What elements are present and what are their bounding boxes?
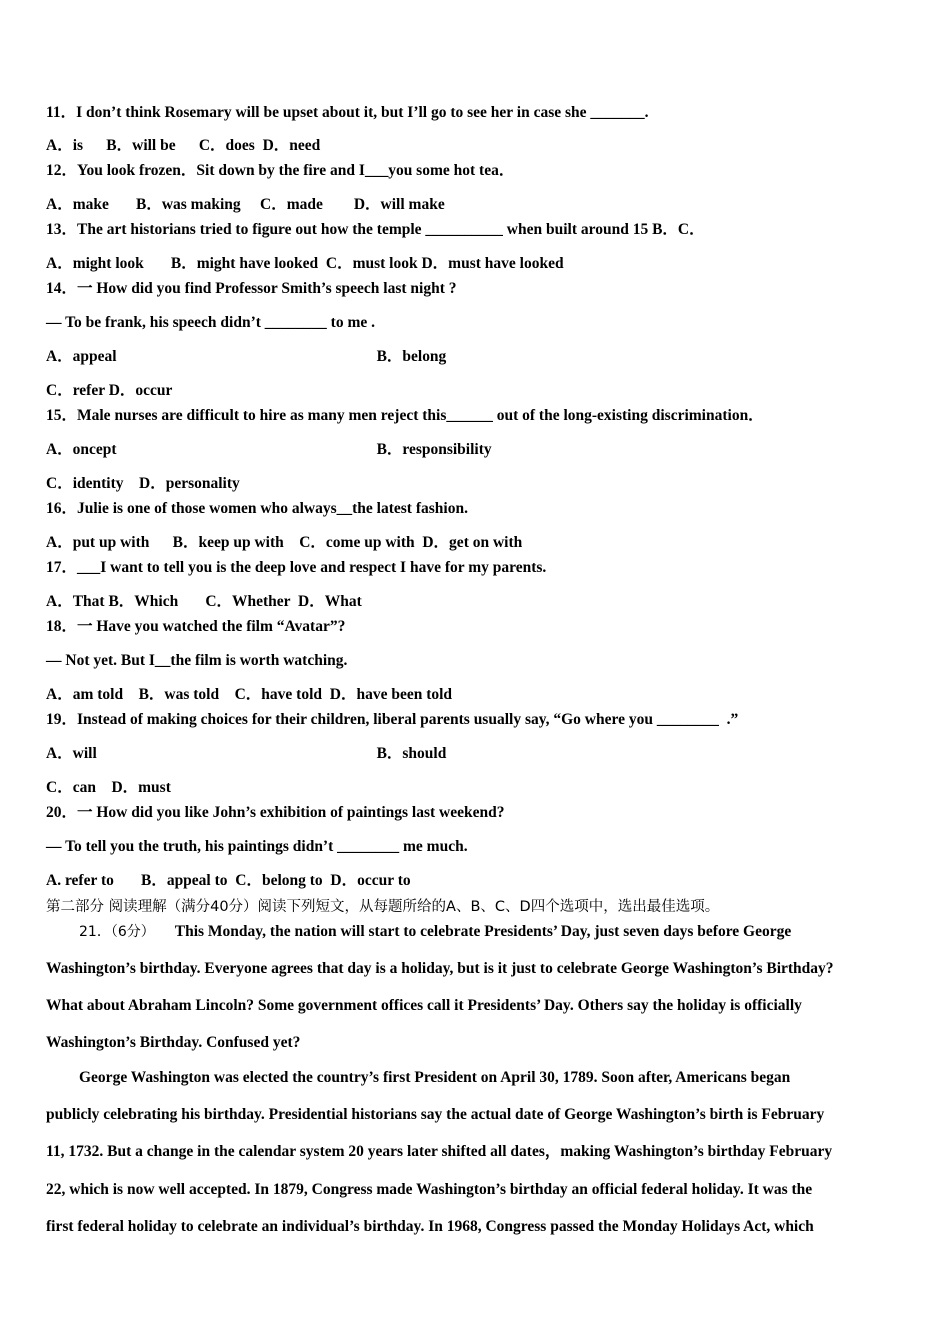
question-19-options-cd: C．can D．must: [46, 779, 171, 796]
passage-21-p2-line3: 11, 1732. But a change in the calendar system 20 years later shifted all dates，making Washington’s birthday February: [46, 1143, 833, 1160]
question-13-stem: 13．The art historians tried to figure out how the temple __________ when built around 15 B．C．: [46, 221, 705, 238]
question-19-option-a: A．will: [46, 745, 97, 762]
question-16-options: A．put up with B．keep up with C．come up with D．get on with: [46, 534, 523, 551]
passage-21-number: 21．（6分）: [79, 924, 155, 940]
question-16-stem: 16．Julie is one of those women who always__the latest fashion.: [46, 500, 468, 517]
question-14-option-a: A．appeal: [46, 348, 117, 365]
question-15-options-cd: C．identity D．personality: [46, 475, 240, 492]
passage-21-p2-line5: first federal holiday to celebrate an individual’s birthday. In 1968, Congress passed the Monday Holidays Act, which: [46, 1218, 814, 1235]
passage-21-p1-line4: Washington’s Birthday. Confused yet?: [46, 1034, 301, 1051]
passage-21-first-line: [79, 922, 791, 942]
question-15-option-a: A．oncept: [46, 441, 117, 458]
question-12-options: A．make B．was making C．made D．will make: [46, 196, 445, 213]
passage-21-p1-line1: This Monday, the nation will start to celebrate Presidents’ Day, just seven days before George: [174, 923, 792, 940]
question-19-stem: 19．Instead of making choices for their children, liberal parents usually say, “Go where you ________ .”: [46, 711, 739, 728]
passage-21-p1-line2: Washington’s birthday. Everyone agrees that day is a holiday, but is it just to celebrate George Washington’s Birthday?: [46, 960, 834, 977]
question-19-options-ab: [46, 744, 905, 764]
question-14-stem: 14．一 How did you find Professor Smith’s speech last night ?: [46, 280, 457, 297]
question-14-options-cd: C．refer D．occur: [46, 382, 173, 399]
question-18-stem: 18．一 Have you watched the film “Avatar”?: [46, 618, 346, 635]
question-15-option-b: B．responsibility: [376, 441, 492, 458]
question-14-options-ab: [46, 347, 905, 367]
question-20-options: A. refer to B．appeal to C．belong to D．occur to: [46, 872, 411, 889]
section-2-heading: 第二部分 阅读理解（满分40分）阅读下列短文，从每题所给的A、B、C、D四个选项中，选出最佳选项。: [46, 899, 720, 915]
question-18-options: A．am told B．was told C．have told D．have been told: [46, 686, 453, 703]
question-14-option-b: B．belong: [376, 348, 447, 365]
question-11-stem: 11．I don’t think Rosemary will be upset about it, but I’ll go to see her in case she _______.: [46, 104, 649, 121]
question-14-reply: — To be frank, his speech didn’t ________ to me .: [46, 314, 375, 331]
question-11-options: A．is B．will be C．does D．need: [46, 137, 321, 154]
passage-21-p2-line4: 22, which is now well accepted. In 1879, Congress made Washington’s birthday an official federal holiday. It was the: [46, 1181, 813, 1198]
question-17-options: A．That B．Which C．Whether D．What: [46, 593, 362, 610]
question-20-reply: — To tell you the truth, his paintings didn’t ________ me much.: [46, 838, 468, 855]
question-17-stem: 17．___I want to tell you is the deep love and respect I have for my parents.: [46, 559, 547, 576]
question-15-options-ab: [46, 440, 905, 460]
passage-21-p2-line2: publicly celebrating his birthday. Presidential historians say the actual date of George Washington’s birth is February: [46, 1106, 825, 1123]
question-12-stem: 12．You look frozen．Sit down by the fire and I___you some hot tea．: [46, 162, 515, 179]
question-19-option-b: B．should: [376, 745, 447, 762]
question-15-stem: 15．Male nurses are difficult to hire as many men reject this______ out of the long-existing discrimination．: [46, 407, 764, 424]
passage-21-p1-line3: What about Abraham Lincoln? Some government offices call it Presidents’ Day. Others say the holiday is officially: [46, 997, 802, 1014]
question-13-options: A．might look B．might have looked C．must look D．must have looked: [46, 255, 564, 272]
question-20-stem: 20．一 How did you like John’s exhibition of paintings last weekend?: [46, 804, 505, 821]
question-18-reply: — Not yet. But I__the film is worth watching.: [46, 652, 348, 669]
passage-21-p2-line1: George Washington was elected the country’s first President on April 30, 1789. Soon after, Americans began: [79, 1069, 791, 1086]
